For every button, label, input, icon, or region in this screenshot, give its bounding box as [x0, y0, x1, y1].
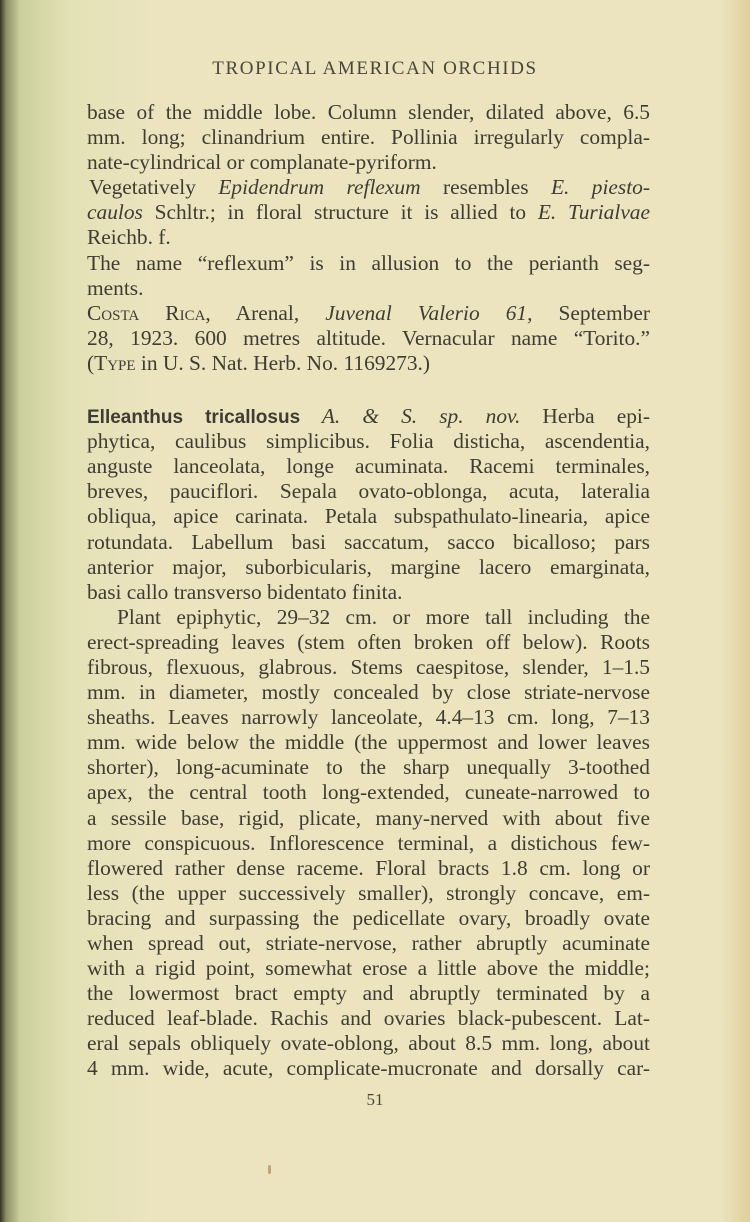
- species-heading: Elleanthus tricallosus: [87, 407, 301, 429]
- text-line: rotundata. Labellum basi saccatum, sacco bicalloso; pars: [87, 529, 650, 554]
- text-line: less (the upper successively smaller), strongly concave, em-: [87, 880, 650, 905]
- text-line: obliqua, apice carinata. Petala subspathulato-linearia, apice: [87, 504, 650, 529]
- text-line: 28, 1923. 600 metres altitude. Vernacular name “Torito.”: [87, 325, 650, 350]
- text-run: (: [87, 350, 95, 375]
- text-line: bracing and surpassing the pedicellate ovary, broadly ovate: [87, 905, 650, 930]
- text-run: , Arenal,: [205, 300, 326, 325]
- text-run: Schltr.; in floral structure it is allied to: [142, 200, 538, 225]
- text-line: apex, the central tooth long-extended, cuneate-narrowed to: [87, 780, 650, 805]
- text-run: resembles: [420, 175, 551, 200]
- text-line: erect-spreading leaves (stem often broken off below). Roots: [87, 629, 650, 654]
- taxon-name: Epidendrum reflexum: [218, 175, 421, 200]
- text-line: [87, 404, 650, 429]
- text-line: with a rigid point, somewhat erose a little above the middle;: [87, 956, 650, 981]
- text-line: more conspicuous. Inflorescence terminal, a distichous few-: [87, 830, 650, 855]
- text-line: mm. wide below the middle (the uppermost and lower leaves: [87, 730, 650, 755]
- collector: Juvenal Valerio 61,: [325, 300, 533, 325]
- running-head: TROPICAL AMERICAN ORCHIDS: [212, 58, 538, 79]
- body-text: [87, 100, 650, 1082]
- text-run: in U. S. Nat. Herb. No. 1169273.): [135, 350, 431, 375]
- taxon-name: E. piesto-: [550, 175, 650, 200]
- text-line: [87, 200, 650, 225]
- text-line: The name “reflexum” is in allusion to the perianth seg-: [87, 250, 650, 275]
- text-run: Herba epi-: [520, 404, 650, 429]
- authority: A. & S. sp. nov.: [300, 404, 521, 429]
- text-line: sheaths. Leaves narrowly lanceolate, 4.4–13 cm. long, 7–13: [87, 705, 650, 730]
- text-line: when spread out, striate-nervose, rather abruptly acuminate: [87, 931, 650, 955]
- text-line: the lowermost bract empty and abruptly terminated by a: [87, 981, 650, 1006]
- text-line: breves, pauciflori. Sepala ovato-oblonga, acuta, lateralia: [87, 479, 650, 504]
- text-line: Reichb. f.: [87, 225, 171, 250]
- paragraph-gap: [87, 376, 650, 404]
- text-line: flowered rather dense raceme. Floral bracts 1.8 cm. long or: [87, 855, 650, 880]
- paper-blemish: [268, 1165, 271, 1174]
- text-line: base of the middle lobe. Column slender, dilated above, 6.5: [87, 100, 650, 124]
- text-run: Vegetatively: [89, 175, 219, 200]
- text-line: reduced leaf-blade. Rachis and ovaries black-pubescent. Lat-: [87, 1006, 650, 1031]
- text-line: anguste lanceolata, longe acuminata. Racemi terminales,: [87, 454, 650, 479]
- locality: Costa Rica: [87, 300, 206, 325]
- page-number: 51: [366, 1090, 384, 1109]
- text-line: Plant epiphytic, 29–32 cm. or more tall including the: [117, 604, 650, 629]
- text-line: ments.: [87, 275, 144, 300]
- text-line: fibrous, flexuous, glabrous. Stems caespitose, slender, 1–1.5: [87, 654, 650, 679]
- text-run: September: [532, 300, 650, 325]
- taxon-name: E. Turialvae: [537, 200, 650, 225]
- text-line: basi callo transverso bidentato finita.: [87, 579, 403, 604]
- text-line: anterior major, suborbicularis, margine lacero emarginata,: [87, 554, 650, 579]
- text-line: [87, 301, 650, 326]
- taxon-name: caulos: [87, 200, 143, 225]
- text-line: mm. long; clinandrium entire. Pollinia irregularly compla-: [87, 125, 650, 150]
- text-line: nate-cylindrical or complanate-pyriform.: [87, 150, 437, 175]
- text-line: eral sepals obliquely ovate-oblong, about 8.5 mm. long, about: [87, 1031, 650, 1056]
- text-line: [87, 175, 650, 200]
- text-line: a sessile base, rigid, plicate, many-nerved with about five: [87, 805, 650, 830]
- text-line: mm. in diameter, mostly concealed by close striate-nervose: [87, 680, 650, 705]
- text-line: shorter), long-acuminate to the sharp unequally 3-toothed: [87, 755, 650, 780]
- text-line: phytica, caulibus simplicibus. Folia disticha, ascendentia,: [87, 429, 650, 454]
- text-line: [87, 351, 650, 376]
- type-label: Type: [94, 350, 136, 375]
- text-line: 4 mm. wide, acute, complicate-mucronate and dorsally car-: [87, 1056, 650, 1081]
